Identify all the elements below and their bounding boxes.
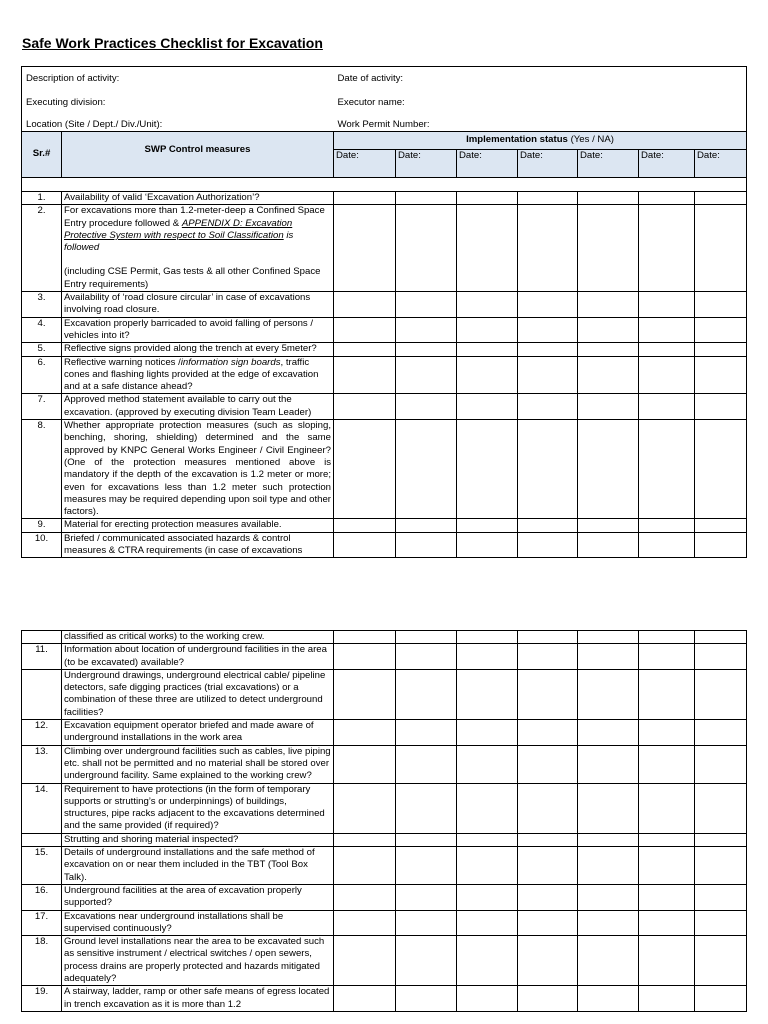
row-number [22,631,62,644]
table-row [22,910,747,936]
status-cell[interactable] [334,847,396,885]
status-cell[interactable] [457,783,518,833]
row-number [22,833,62,846]
status-cell[interactable] [518,884,578,910]
date-of-activity-label: Date of activity: [334,67,747,92]
status-cell[interactable] [396,936,457,986]
status-cell[interactable] [518,936,578,986]
status-cell[interactable] [396,884,457,910]
table-row [22,884,747,910]
table-row: 10. Briefed / communicated associated hazards & control measures & CTRA requirements (in case of excavations [22,532,747,558]
status-cell[interactable] [639,669,695,719]
status-cell[interactable] [578,847,639,885]
date-column-5: Date: [578,150,639,178]
status-cell[interactable] [695,884,747,910]
status-cell[interactable] [334,644,396,670]
status-cell[interactable] [578,936,639,986]
date-column-4: Date: [518,150,578,178]
status-cell[interactable] [518,783,578,833]
status-cell[interactable] [518,910,578,936]
table-row [22,631,747,644]
status-cell[interactable] [457,884,518,910]
status-cell[interactable] [518,644,578,670]
control-measure-text: Details of underground installations and the safe method of excavation on or near them included in the TBT (Tool Box Talk). [62,847,334,885]
control-measure-text: Excavation equipment operator briefed and made aware of underground installations in the work area [62,720,334,746]
row-number: 15. [22,847,62,885]
status-cell[interactable] [457,936,518,986]
row-number: 11. [22,644,62,670]
control-measure-text: Climbing over underground facilities such as cables, live piping etc. shall not be permitted and no material shall be stored over underground facility. Same explained to the working crew? [62,745,334,783]
status-cell[interactable] [639,936,695,986]
status-cell[interactable] [334,745,396,783]
description-label: Description of activity: [22,67,334,92]
row-number: 14. [22,783,62,833]
table-row: 3. Availability of ‘road closure circular’ in case of excavations involving road closure. [22,292,747,318]
table-row: 4. Excavation properly barricaded to avoid falling of persons / vehicles into it? [22,317,747,343]
date-column-2: Date: [396,150,457,178]
status-cell[interactable] [518,745,578,783]
status-cell[interactable] [639,910,695,936]
table-row: 9. Material for erecting protection measures available. [22,519,747,532]
control-measure-text: Information about location of underground facilities in the area (to be excavated) available? [62,644,334,670]
status-cell[interactable] [457,644,518,670]
table-row [22,986,747,1012]
status-cell[interactable] [396,631,457,644]
table-row: 6. Reflective warning notices /information sign boards, traffic cones and flashing lights provided at the edge of excavation and at a safe distance ahead? [22,356,747,394]
status-cell[interactable] [695,644,747,670]
status-cell[interactable] [578,631,639,644]
table-row [22,936,747,986]
table-row: 7. Approved method statement available to carry out the excavation. (approved by executing division Team Leader) [22,394,747,420]
status-cell[interactable] [695,783,747,833]
control-measure-text: Underground facilities at the area of excavation properly supported? [62,884,334,910]
status-cell[interactable] [578,783,639,833]
row-number [22,669,62,719]
work-permit-label: Work Permit Number: [334,115,747,132]
table-row [22,833,747,846]
table-row [22,720,747,746]
row-number: 19. [22,986,62,1012]
status-cell[interactable] [695,745,747,783]
row-number: 17. [22,910,62,936]
status-cell[interactable] [695,669,747,719]
table-row [22,669,747,719]
status-cell[interactable] [396,847,457,885]
date-column-3: Date: [457,150,518,178]
status-cell[interactable] [695,720,747,746]
status-cell[interactable] [578,833,639,846]
control-measure-text: Ground level installations near the area to be excavated such as sensitive instrument / electrical switches / open sewers, process drains are properly protected and hazards mitigated adequately? [62,936,334,986]
date-column-7: Date: [695,150,747,178]
status-cell[interactable] [334,783,396,833]
implementation-status-header: Implementation status (Yes / NA) [334,132,747,150]
control-measure-text: Strutting and shoring material inspected? [62,833,334,846]
status-cell[interactable] [639,783,695,833]
status-cell[interactable] [578,720,639,746]
status-cell[interactable] [639,720,695,746]
status-cell[interactable] [457,910,518,936]
table-row: 8. Whether appropriate protection measures (such as sloping, benching, shoring, shielding) determined and the same approved by KNPC General Works Engineer / Civil Engineer? (One of the protection measures mentioned above is mandatory if the depth of the excavation is 1.2 meter or more; even for excavations less than 1.2 meter such protection measures may be required depending upon soil type and other factors). [22,420,747,519]
status-cell[interactable] [695,847,747,885]
status-cell[interactable] [578,986,639,1012]
status-cell[interactable] [396,783,457,833]
table-row: 2. For excavations more than 1.2-meter-deep a Confined Space Entry procedure followed & APPENDIX D: Excavation Protective System with respect to Soil Classification is followed (including CSE Permit, Gas tests & all other Confined Space Entry requirements) [22,205,747,292]
status-cell[interactable] [639,986,695,1012]
status-cell[interactable] [396,669,457,719]
status-cell[interactable] [639,884,695,910]
status-cell[interactable] [695,910,747,936]
status-cell[interactable] [396,986,457,1012]
status-cell[interactable] [334,884,396,910]
status-cell[interactable] [334,669,396,719]
status-cell[interactable] [578,910,639,936]
control-measures-header: SWP Control measures [62,132,334,178]
table-row [22,745,747,783]
control-measure-text: Requirement to have protections (in the form of temporary supports or strutting’s or underpinnings) of buildings, structures, pipe racks adjacent to the excavations determined and the same provided (if required)? [62,783,334,833]
table-row [22,644,747,670]
row-number: 13. [22,745,62,783]
status-cell[interactable] [639,847,695,885]
status-cell[interactable] [457,986,518,1012]
status-cell[interactable] [578,669,639,719]
status-cell[interactable] [396,644,457,670]
status-cell[interactable] [334,833,396,846]
control-measure-text: classified as critical works) to the working crew. [62,631,334,644]
status-cell[interactable] [334,986,396,1012]
control-measure-text: A stairway, ladder, ramp or other safe means of egress located in trench excavation as it is more than 1.2 [62,986,334,1012]
table-row: 5. Reflective signs provided along the trench at every 5meter? [22,343,747,356]
page-title: Safe Work Practices Checklist for Excavation [22,35,323,51]
row-number: 18. [22,936,62,986]
status-cell[interactable] [578,884,639,910]
status-cell[interactable] [695,936,747,986]
status-cell[interactable] [578,644,639,670]
checklist-table-1 [21,66,747,558]
status-cell[interactable] [457,847,518,885]
control-measure-text: Underground drawings, underground electrical cable/ pipeline detectors, safe digging practices (trial excavations) or a combination of these three are utilized to detect underground facilities? [62,669,334,719]
table-row: 1. Availability of valid ‘Excavation Authorization’? [22,192,747,205]
status-cell[interactable] [396,720,457,746]
status-cell[interactable] [518,847,578,885]
status-cell[interactable] [578,745,639,783]
executing-division-label: Executing division: [22,91,334,115]
status-cell[interactable] [457,720,518,746]
status-cell[interactable] [518,986,578,1012]
status-cell[interactable] [639,745,695,783]
status-cell[interactable] [457,833,518,846]
status-cell[interactable] [334,720,396,746]
status-cell[interactable] [457,631,518,644]
sr-header: Sr.# [22,132,62,178]
status-cell[interactable] [518,720,578,746]
status-cell[interactable] [334,910,396,936]
table-row [22,847,747,885]
status-cell[interactable] [695,631,747,644]
status-cell[interactable] [639,631,695,644]
executor-name-label: Executor name: [334,91,747,115]
status-cell[interactable] [396,833,457,846]
date-column-6: Date: [639,150,695,178]
status-cell[interactable] [457,745,518,783]
checklist-table-2 [21,630,747,1012]
row-number: 12. [22,720,62,746]
status-cell[interactable] [518,631,578,644]
date-column-1: Date: [334,150,396,178]
status-cell[interactable] [639,644,695,670]
appendix-d-link[interactable]: APPENDIX D: Excavation Protective System with respect to Soil Classification [64,217,293,241]
table-row [22,783,747,833]
status-cell[interactable] [457,669,518,719]
status-cell[interactable] [518,669,578,719]
status-cell[interactable] [396,910,457,936]
status-cell[interactable] [695,833,747,846]
control-measure-text: Excavations near underground installations shall be supervised continuously? [62,910,334,936]
row-number: 16. [22,884,62,910]
location-label: Location (Site / Dept./ Div./Unit): [22,115,334,132]
status-cell[interactable] [334,631,396,644]
status-cell[interactable] [396,745,457,783]
status-cell[interactable] [518,833,578,846]
status-cell[interactable] [639,833,695,846]
status-cell[interactable] [695,986,747,1012]
status-cell[interactable] [334,936,396,986]
